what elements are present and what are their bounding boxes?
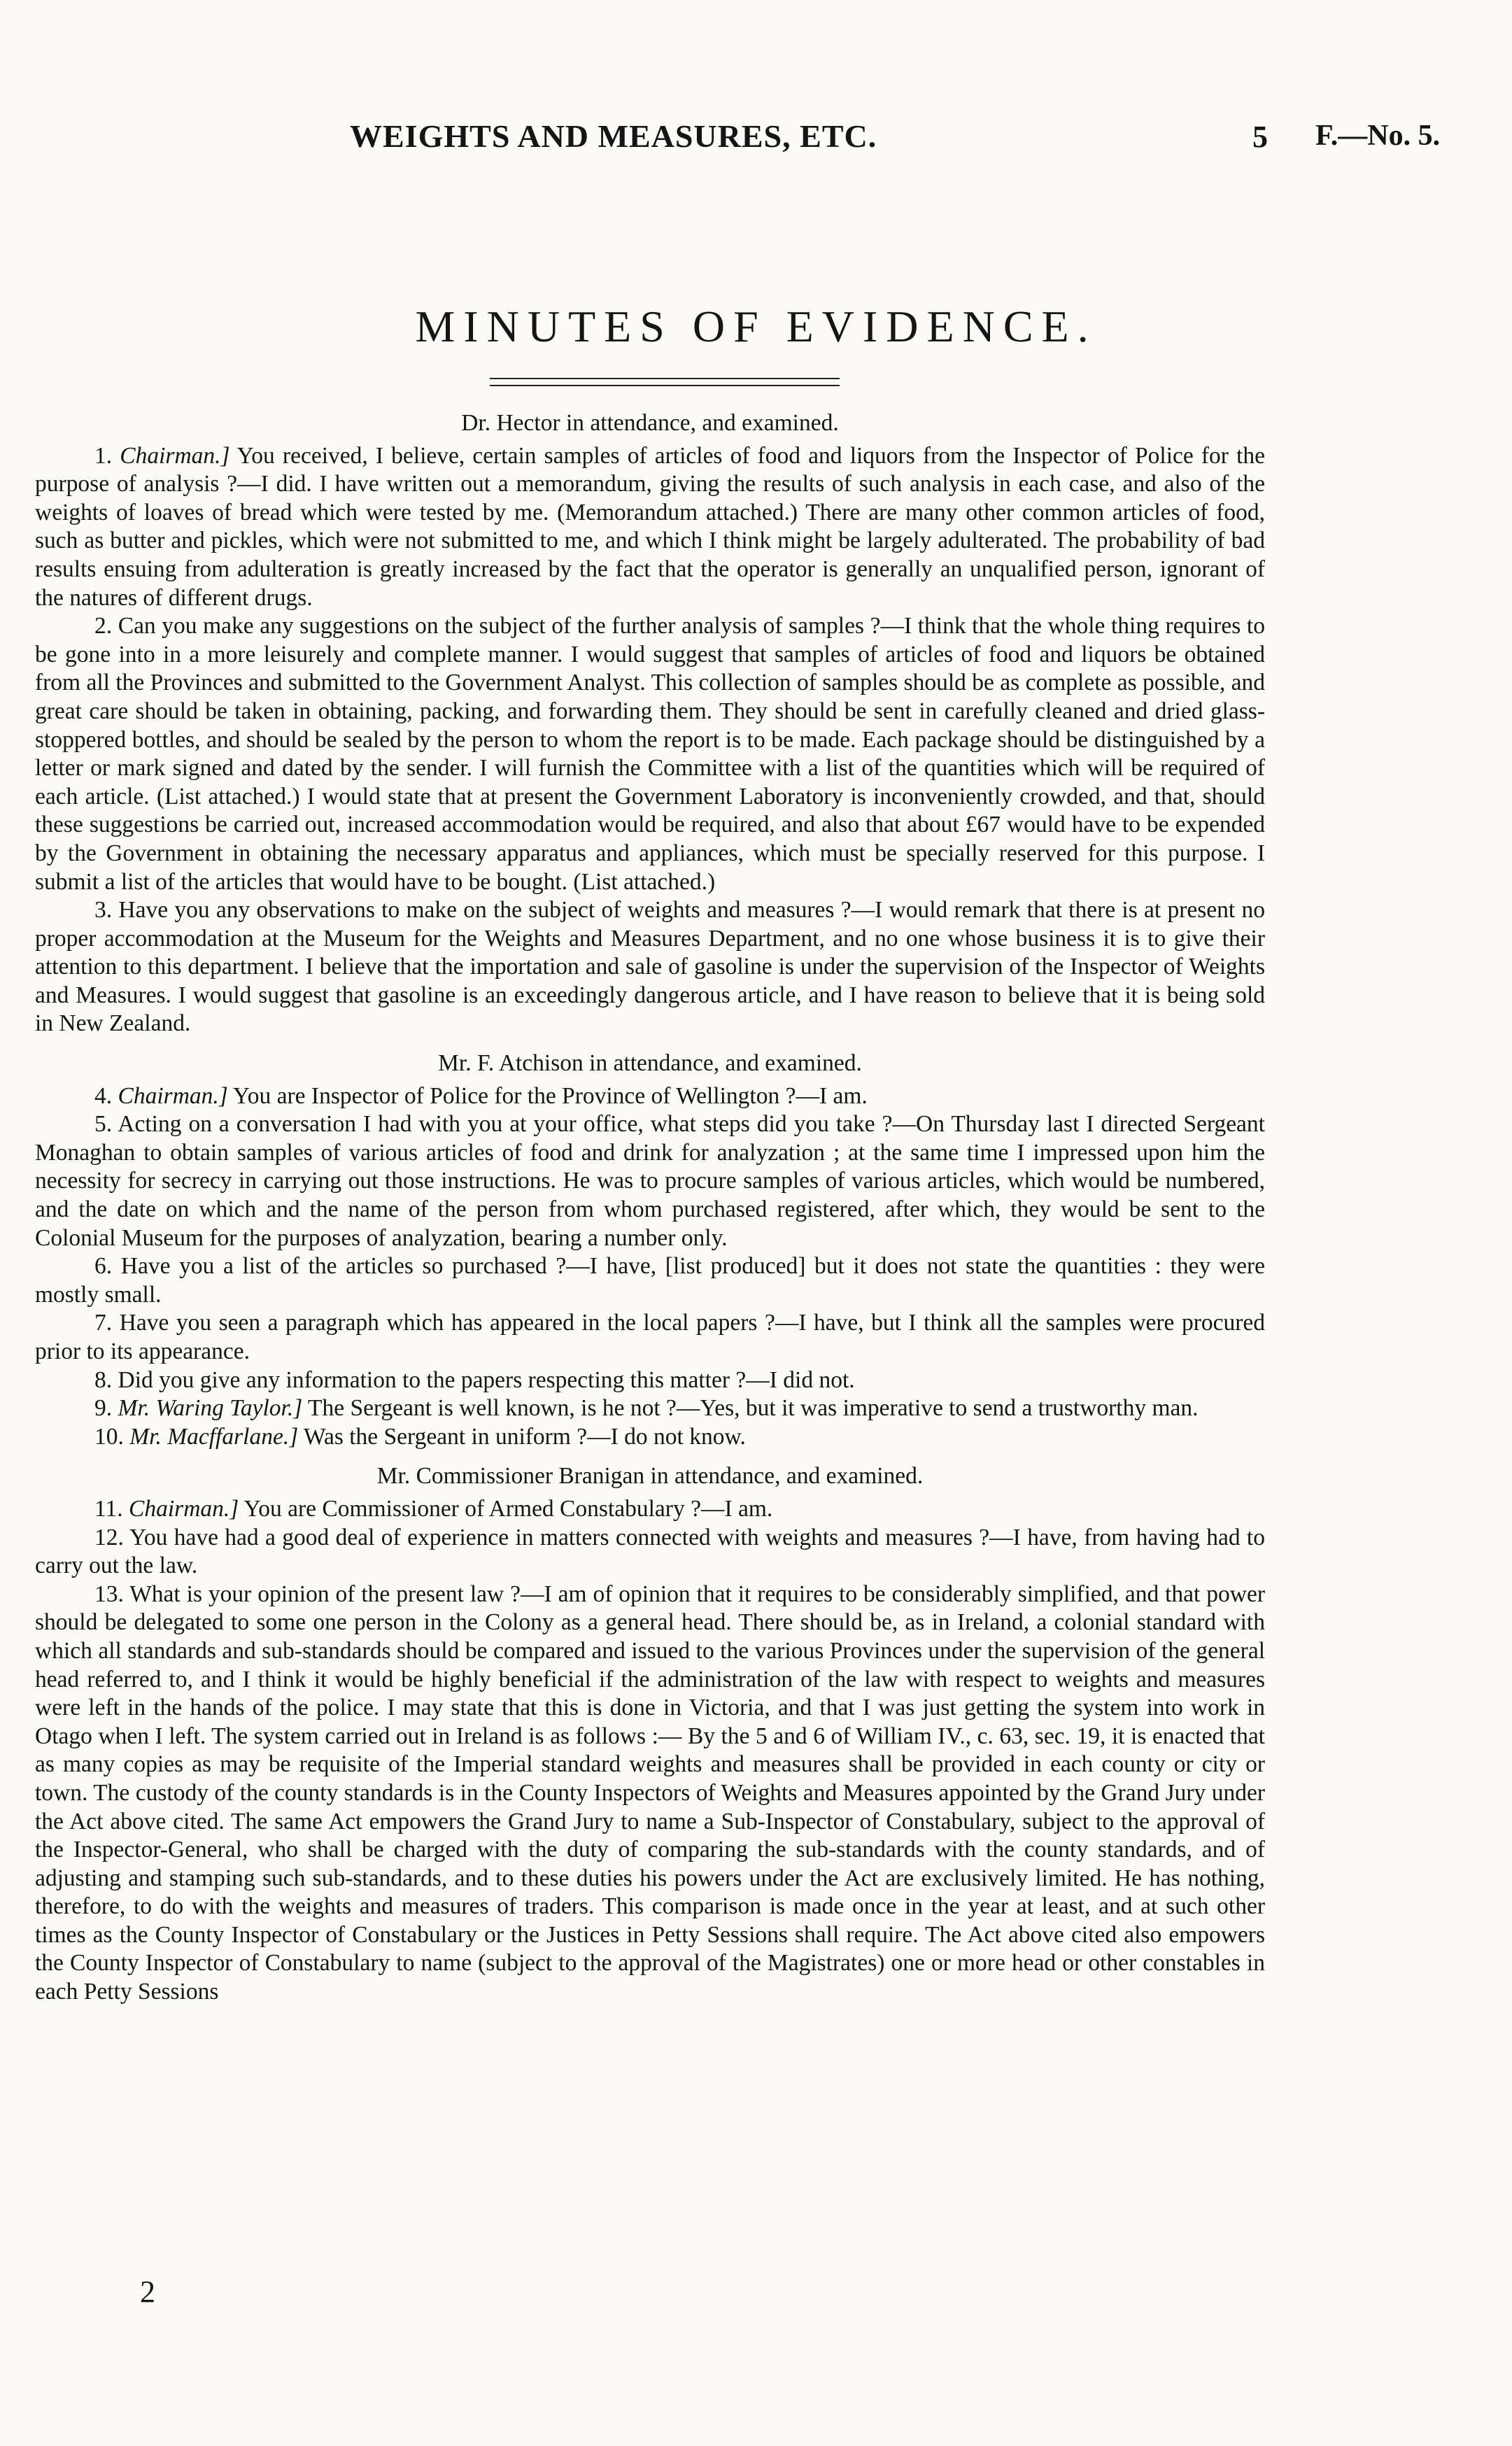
section-heading: Mr. Commissioner Branigan in attendance, and examined. (376, 1463, 924, 1490)
paragraph-text: Have you a list of the articles so purchased ?—I have, [list produced] but it does not state the quantities : they were mostly small. (35, 1253, 1265, 1308)
evidence-paragraph (35, 1309, 1265, 1366)
paragraph-text: You received, I believe, certain samples of articles of food and liquors from the Inspector of Police for the purpose of analysis ?—I did. I have written out a memorandum, giving the results of such analysis in each case, and also of the weights of loaves of bread which were tested by me. (Memorandum attached.) There are many other common articles of food, such as butter and pickles, which were not submitted to me, and which I think might be largely adulterated. The probability of bad results ensuing from adulteration is greatly increased by the fact that the operator is generally an unqualified person, ignorant of the natures of different drugs. (35, 442, 1265, 611)
speaker-label: Chairman.] (118, 1082, 228, 1109)
paragraph-text: You are Inspector of Police for the Province of Wellington ?—I am. (227, 1082, 868, 1109)
question-number: 5. (94, 1111, 113, 1138)
paragraph-text: Did you give any information to the papers respecting this matter ?—I did not. (112, 1366, 855, 1393)
running-title: WEIGHTS AND MEASURES, ETC. (350, 118, 877, 154)
paragraph-text: Acting on a conversation I had with you at your office, what steps did you take ?—On Thursday last I directed Sergeant Monaghan to obtain samples of various articles of food and drink for analyzation ; at the same time I impressed upon him the necessity for secrecy in carrying out those instructions. He was to procure samples of various articles, which would be numbered, and the date on which and the name of the person from whom purchased registered, after which, they would be sent to the Colonial Museum for the purposes of analyzation, bearing a number only. (35, 1111, 1265, 1251)
question-number: 1. (94, 442, 113, 469)
paragraph-text: Have you any observations to make on the subject of weights and measures ?—I would remark that there is at present no proper accommodation at the Museum for the Weights and Measures Department, and no one whose business it is to give their attention to this department. I believe that the importation and sale of gasoline is under the supervision of the Inspector of Weights and Measures. I would suggest that gasoline is an exceedingly dangerous article, and I have reason to believe that it is being sold in New Zealand. (35, 897, 1265, 1037)
question-number: 10. (94, 1423, 124, 1450)
page-number: 5 (1252, 120, 1268, 154)
document-body (35, 409, 1265, 2007)
paragraph-text: Can you make any suggestions on the subject of the further analysis of samples ?—I think that the whole thing requires to be gone into in a more leisurely and complete manner. I would suggest that samples of articles of food and liquors be obtained from all the Provinces and submitted to the Government Analyst. This collection of samples should be as complete as possible, and great care should be taken in obtaining, packing, and forwarding them. They should be sent in carefully cleaned and dried glass-stoppered bottles, and should be sealed by the person to whom the report is to be made. Each package should be distinguished by a letter or mark signed and dated by the sender. I will furnish the Committee with a list of the quantities which will be required of each article. (List attached.) I would state that at present the Government Laboratory is inconveniently crowded, and that, should these suggestions be carried out, increased accommodation would be required, and also that about £67 would have to be expended by the Government in obtaining the necessary apparatus and appliances, which must be specially reserved for this purpose. I submit a list of the articles that would have to be bought. (List attached.) (35, 613, 1265, 895)
speaker-label: Chairman.] (120, 442, 230, 469)
paragraph-text: Have you seen a paragraph which has appeared in the local papers ?—I have, but I think all the samples were procured prior to its appearance. (35, 1310, 1265, 1364)
signature-mark: 2 (140, 2275, 155, 2309)
question-number: 2. (94, 613, 113, 639)
evidence-paragraph (35, 1495, 1265, 1524)
question-number: 11. (94, 1495, 123, 1522)
paragraph-text: Was the Sergeant in uniform ?—I do not know. (298, 1423, 746, 1450)
document-title: MINUTES OF EVIDENCE. (415, 302, 1097, 351)
speaker-label: Mr. Macffarlane.] (129, 1423, 299, 1450)
section-heading: Dr. Hector in attendance, and examined. (461, 410, 839, 436)
question-number: 7. (94, 1310, 113, 1336)
evidence-paragraph (35, 442, 1265, 613)
evidence-paragraph (35, 612, 1265, 896)
question-number: 6. (94, 1253, 113, 1280)
question-number: 13. (94, 1581, 124, 1607)
question-number: 3. (94, 897, 113, 924)
evidence-paragraph (35, 1524, 1265, 1581)
evidence-paragraph (35, 1366, 1265, 1395)
paragraph-text: What is your opinion of the present law ?—I am of opinion that it requires to be considerably simplified, and that power should be delegated to some one person in the Colony as a general head. There should be, as in Ireland, a colonial standard with which all standards and sub-standards should be compared and issued to the various Provinces under the supervision of the general head referred to, and I think it would be highly beneficial if the administration of the law with respect to weights and measures were left in the hands of the police. I may state that this is done in Victoria, and that I was just getting the system into work in Otago when I left. The system carried out in Ireland is as follows :— By the 5 and 6 of William IV., c. 63, sec. 19, it is enacted that as many copies as may be requisite of the Imperial standard weights and measures shall be provided in each county or city or town. The custody of the county standards is in the County Inspectors of Weights and Measures appointed by the Grand Jury under the Act above cited. The same Act empowers the Grand Jury to name a Sub-Inspector of Constabulary, subject to the approval of the Inspector-General, who shall be charged with the duty of comparing the sub-standards with the county standards, and of adjusting and stamping such sub-standards, and to these duties his powers under the Act are exclusively limited. He has nothing, therefore, to do with the weights and measures of traders. This comparison is made once in the year at least, and at such other times as the County Inspector of Constabulary or the Justices in Petty Sessions shall require. The Act above cited also empowers the County Inspector of Constabulary to name (subject to the approval of the Magistrates) one or more head or other constables in each Petty Sessions (35, 1581, 1265, 2005)
page-header (0, 118, 1512, 167)
evidence-paragraph (35, 1423, 1265, 1452)
question-number: 12. (94, 1524, 124, 1550)
paragraph-text: You are Commissioner of Armed Constabulary ?—I am. (239, 1495, 773, 1522)
title-divider (490, 378, 840, 386)
paper-reference: F.—No. 5. (1315, 120, 1441, 152)
speaker-label: Mr. Waring Taylor.] (118, 1395, 303, 1422)
evidence-paragraph (35, 1581, 1265, 2007)
section-heading: Mr. F. Atchison in attendance, and examined. (438, 1050, 862, 1077)
evidence-paragraph (35, 1082, 1265, 1111)
evidence-paragraph (35, 896, 1265, 1038)
paragraph-text: The Sergeant is well known, is he not ?—Yes, but it was imperative to send a trustworthy man. (302, 1395, 1199, 1422)
question-number: 9. (94, 1395, 113, 1422)
speaker-label: Chairman.] (129, 1495, 239, 1522)
evidence-paragraph (35, 1110, 1265, 1252)
question-number: 4. (94, 1082, 113, 1109)
paragraph-text: You have had a good deal of experience in matters connected with weights and measures ?—I have, from having had to carry out the law. (35, 1524, 1265, 1579)
evidence-paragraph (35, 1252, 1265, 1309)
question-number: 8. (94, 1366, 113, 1393)
evidence-paragraph (35, 1394, 1265, 1423)
